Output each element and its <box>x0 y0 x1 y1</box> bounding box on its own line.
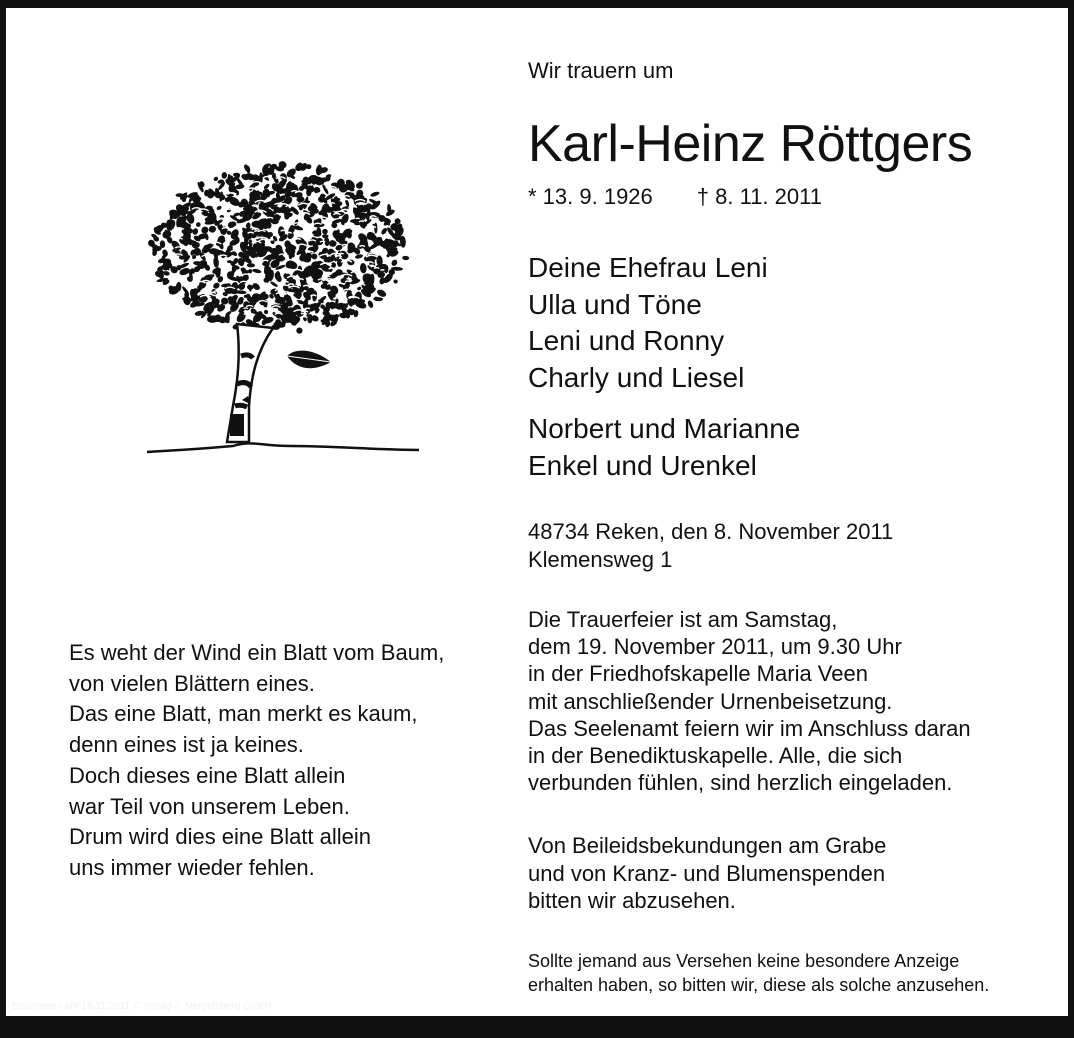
ground-line <box>147 443 419 452</box>
birth-date: * 13. 9. 1926 <box>528 184 653 209</box>
donation-line: und von Kranz- und Blumenspenden <box>528 860 886 886</box>
publication-footer: Erschienen am 16.11.2011 © Verlag J. Mergelsberg GmbH <box>12 1001 272 1012</box>
ceremony-info <box>528 606 971 796</box>
death-date: † 8. 11. 2011 <box>696 184 822 209</box>
ceremony-line: in der Friedhofskapelle Maria Veen <box>528 661 868 687</box>
life-dates <box>528 184 822 210</box>
family-member: Ulla und Töne <box>528 288 702 320</box>
poem-line: Es weht der Wind ein Blatt vom Baum, <box>69 640 445 665</box>
donation-line: bitten wir abzusehen. <box>528 888 736 913</box>
family-member: Deine Ehefrau Leni <box>528 252 768 283</box>
deceased-name: Karl-Heinz Röttgers <box>528 115 973 173</box>
ceremony-line: Das Seelenamt feiern wir im Anschluss daran <box>528 715 971 741</box>
ceremony-line: verbunden fühlen, sind herzlich eingeladen. <box>528 770 953 796</box>
donation-line: Von Beileidsbekundungen am Grabe <box>528 833 887 858</box>
family-list-secondary <box>528 410 800 484</box>
notice-note <box>528 950 989 997</box>
ceremony-line: mit anschließender Urnenbeisetzung. <box>528 688 893 714</box>
family-member: Norbert und Marianne <box>528 413 801 444</box>
ceremony-line: in der Benediktuskapelle. Alle, die sich <box>528 743 903 769</box>
address-line: 48734 Reken, den 8. November 2011 <box>528 519 894 544</box>
ceremony-line: Die Trauerfeier ist am Samstag, <box>528 607 838 632</box>
poem-line: von vielen Blättern eines. <box>69 670 315 696</box>
address-line: Klemensweg 1 <box>528 547 673 572</box>
poem-line: war Teil von unserem Leben. <box>69 793 350 819</box>
tree-crown <box>147 160 410 335</box>
ceremony-line: dem 19. November 2011, um 9.30 Uhr <box>528 634 902 660</box>
family-list-primary <box>528 250 768 396</box>
address-block <box>528 518 893 574</box>
donation-note <box>528 832 886 915</box>
poem-line: Das eine Blatt, man merkt es kaum, <box>69 701 418 727</box>
tree-icon <box>141 156 431 466</box>
notice-line: Sollte jemand aus Versehen keine besondere Anzeige <box>528 951 960 971</box>
poem-line: Doch dieses eine Blatt allein <box>69 762 346 788</box>
notice-line: erhalten haben, so bitten wir, diese als solche anzusehen. <box>528 974 990 995</box>
family-member: Leni und Ronny <box>528 325 725 356</box>
poem-line: uns immer wieder fehlen. <box>69 854 315 880</box>
poem-line: denn eines ist ja keines. <box>69 732 304 758</box>
family-member: Charly und Liesel <box>528 361 745 393</box>
family-member: Enkel und Urenkel <box>528 450 757 481</box>
poem <box>69 638 444 884</box>
intro-text: Wir trauern um <box>528 58 674 83</box>
poem-line: Drum wird dies eine Blatt allein <box>69 824 372 850</box>
